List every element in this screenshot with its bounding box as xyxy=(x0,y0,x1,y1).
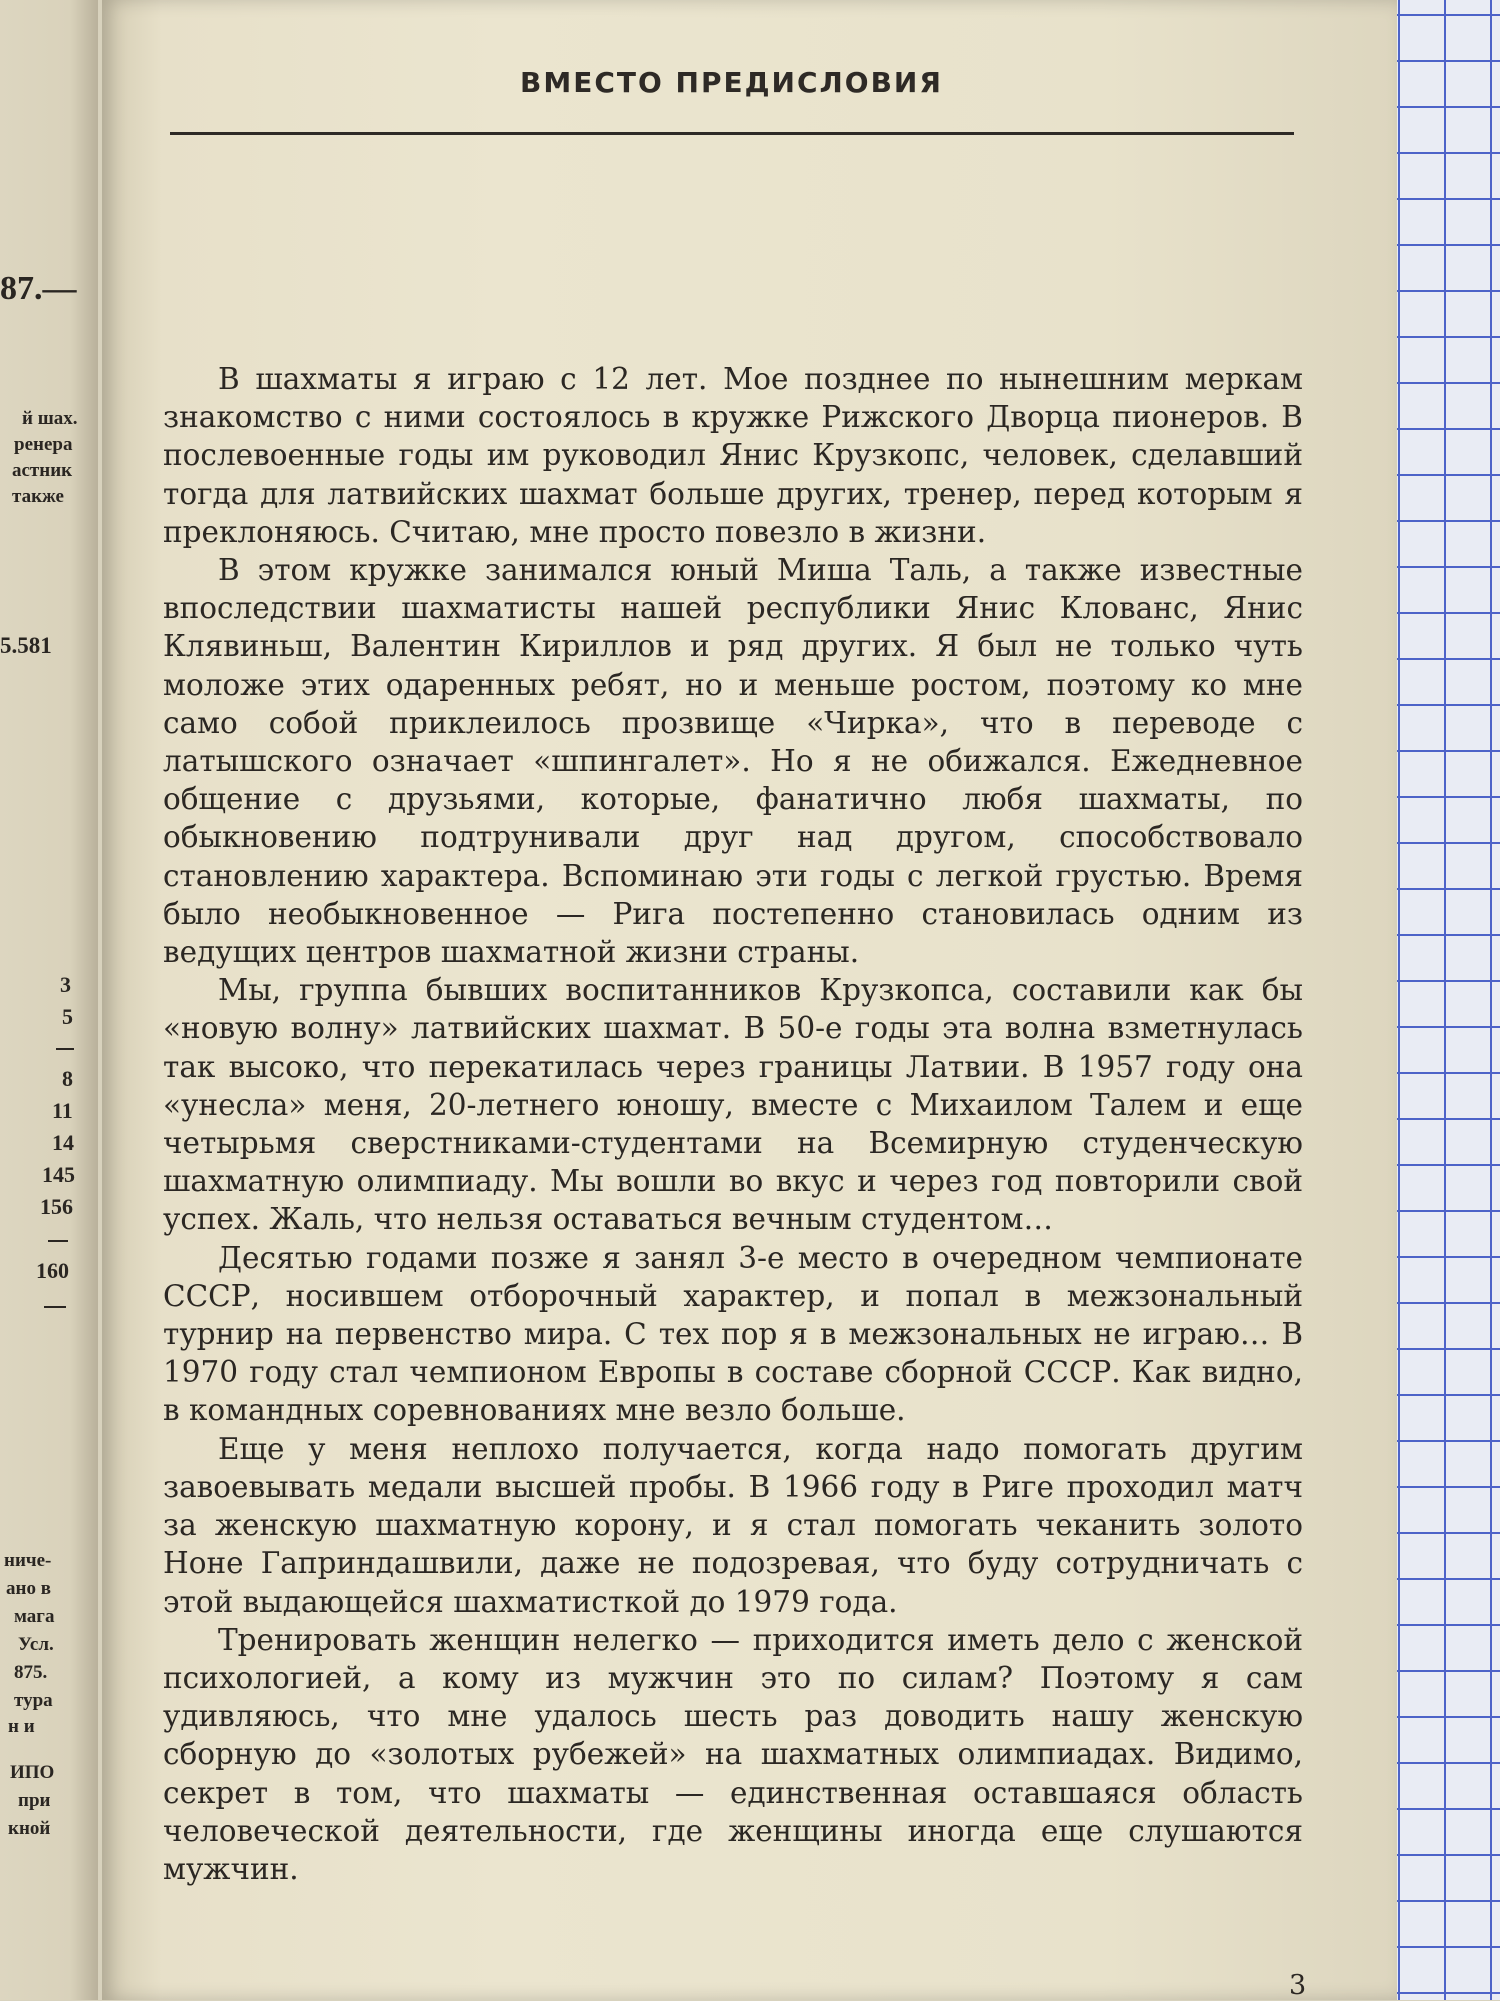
left-page-snippet-line: астник xyxy=(12,460,73,481)
paragraph: Тренировать женщин нелегко — приходится иметь дело с женской психологией, а кому из мужчин это по силам? Поэтому я сам удивляюсь, что мне удалось шесть раз доводить нашу женскую сборную до «золотых рубежей» на шахматных олимпиадах. Видимо, секрет в том, что шахматы — единственная оставшаяся область человеческой деятельности, где женщины иногда еще слушаются мужчин. xyxy=(163,1622,1303,1886)
page-number: 3 xyxy=(1289,1970,1307,2001)
left-page-snippet-line: ниче- xyxy=(4,1550,52,1571)
header-divider xyxy=(170,132,1294,135)
left-page-snippet-line: 875. xyxy=(14,1662,48,1683)
graph-paper-background xyxy=(1388,0,1500,2000)
left-page-snippet-line: при xyxy=(18,1790,51,1811)
left-page-snippet-line: ано в xyxy=(6,1578,51,1599)
toc-dash xyxy=(44,1306,66,1308)
toc-number: 5 xyxy=(62,1004,73,1029)
left-page-snippet-line: ренера xyxy=(14,434,73,455)
paragraph: Еще у меня неплохо получается, когда надо помогать другим завоевывать медали высшей пробы. В 1966 году в Риге проходил матч за женскую шахматную корону, и я стал помогать чеканить золото Ноне Гаприндашвили, даже не подозревая, что буду сотрудничать с этой выдающейся шахматисткой до 1979 года. xyxy=(163,1431,1303,1619)
paragraph: Мы, группа бывших воспитанников Крузкопса, составили как бы «новую волну» латвийских шахмат. В 50-е годы эта волна взметнулась так высоко, что перекатилась через границы Латвии. В 1957 году она «унесла» меня, 20-летнего юношу, вместе с Михаилом Талем и еще четырьмя сверстниками-студентами на Всемирную студенческую шахматную олимпиаду. Мы вошли во вкус и через год повторили свой успех. Жаль, что нельзя оставаться вечным студентом… xyxy=(163,973,1303,1237)
toc-number: 3 xyxy=(60,972,71,997)
left-page-snippet-line: й шах. xyxy=(22,408,78,429)
toc-number: 145 xyxy=(42,1162,75,1187)
paragraph: Десятью годами позже я занял 3-е место в очередном чемпионате СССР, носившем отборочный характер, и попал в межзональный турнир на первенство мира. С тех пор я в межзональных не играю… В 1970 году стал чемпионом Европы в составе сборной СССР. Как видно, в командных соревнованиях мне везло больше. xyxy=(163,1240,1303,1428)
page-title: ВМЕСТО ПРЕДИСЛОВИЯ xyxy=(520,66,943,99)
body-text xyxy=(163,360,1303,1888)
left-page-price: 87.— xyxy=(0,270,77,307)
left-page-snippet-line: Усл. xyxy=(18,1634,54,1655)
left-facing-page xyxy=(0,0,98,2000)
toc-dash xyxy=(48,1240,68,1242)
toc-number: 11 xyxy=(52,1098,73,1123)
left-page-snippet-line: также xyxy=(12,486,64,507)
paragraph: В шахматы я играю с 12 лет. Мое позднее по нынешним меркам знакомство с ними состоялось в кружке Рижского Дворца пионеров. В послевоенные годы им руководил Янис Крузкопс, человек, сделавший тогда для латвийских шахмат больше других, тренер, перед которым я преклоняюсь. Считаю, мне просто повезло в жизни. xyxy=(163,362,1303,549)
left-page-snippet-line: ИПО xyxy=(10,1762,55,1783)
left-page-snippet-line: мага xyxy=(14,1606,55,1627)
left-page-snippet-line: н и xyxy=(8,1716,35,1737)
toc-number: 8 xyxy=(62,1066,73,1091)
left-page-code: 5.581 xyxy=(0,633,52,658)
left-page-snippet-line: тура xyxy=(14,1690,53,1711)
toc-number: 160 xyxy=(36,1258,69,1283)
left-page-snippet-line: кной xyxy=(8,1818,51,1839)
toc-number: 14 xyxy=(52,1130,74,1155)
paragraph: В этом кружке занимался юный Миша Таль, а также известные впоследствии шахматисты нашей республики Янис Клованс, Янис Клявиньш, Валентин Кириллов и ряд других. Я был не только чуть моложе этих одаренных ребят, но и меньше ростом, поэтому ко мне само собой приклеилось прозвище «Чирка», что в переводе с латышского означает «шпингалет». Но я не обижался. Ежедневное общение с друзьями, которые, фанатично любя шахматы, по обыкновению подтрунивали друг над другом, способствовало становлению характера. Вспоминаю эти годы с легкой грустью. Время было необыкновенное — Рига постепенно становилась одним из ведущих центров шахматной жизни страны. xyxy=(163,553,1303,970)
toc-dash xyxy=(56,1048,74,1050)
toc-number: 156 xyxy=(40,1194,73,1219)
